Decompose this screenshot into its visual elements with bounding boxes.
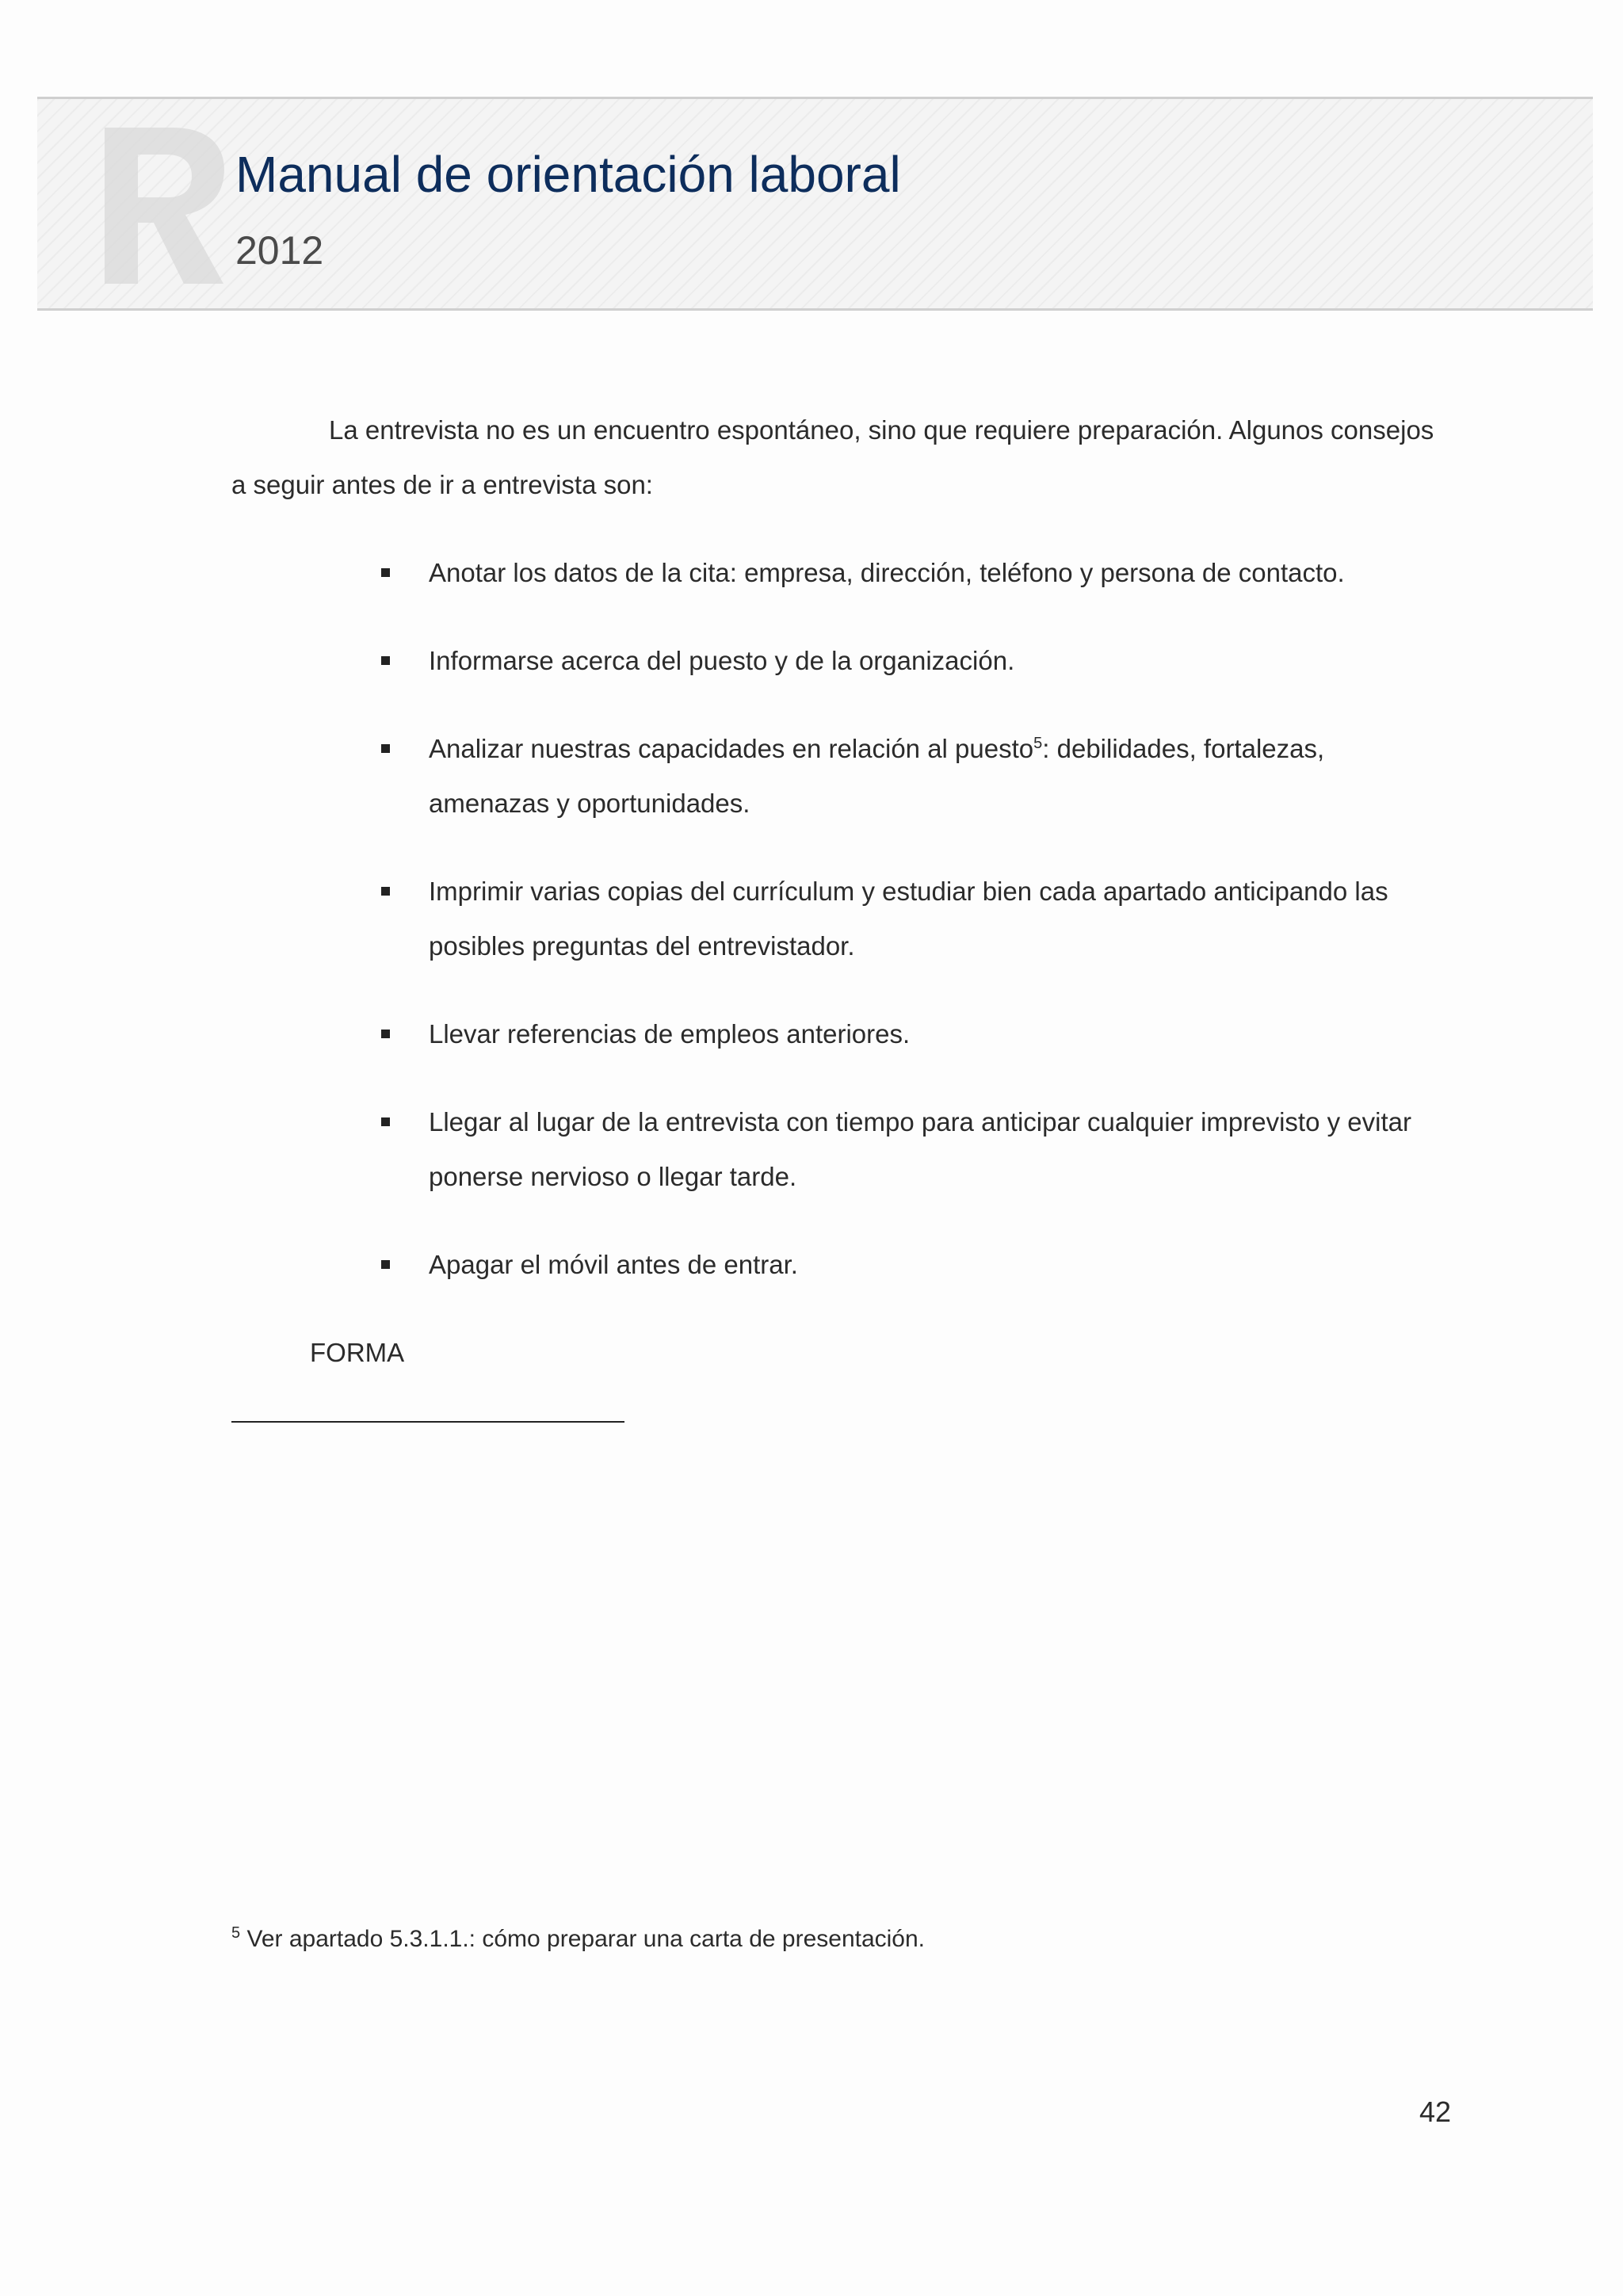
page-number: 42 (1419, 2095, 1451, 2128)
list-item (429, 1095, 1452, 1204)
list-item-text: Imprimir varias copias del currículum y estudiar bien cada apartado anticipando las posibles preguntas del entrevistador. (429, 877, 1388, 961)
footnote (231, 1922, 925, 1957)
bullet-square-icon (381, 1030, 390, 1038)
footnote-text: Ver apartado 5.3.1.1.: cómo preparar una carta de presentación. (246, 1926, 926, 1952)
list-item (429, 1237, 1452, 1292)
body-content (231, 403, 1452, 1380)
advice-list (231, 545, 1452, 1292)
list-item (429, 633, 1452, 688)
list-item-text: Anotar los datos de la cita: empresa, dirección, teléfono y persona de contacto. (429, 558, 1345, 587)
list-item (429, 545, 1452, 600)
list-item-text: Analizar nuestras capacidades en relación al puesto (429, 734, 1034, 763)
bullet-square-icon (381, 656, 390, 665)
section-label: FORMA (310, 1338, 405, 1367)
list-item (429, 721, 1452, 831)
intro-paragraph: La entrevista no es un encuentro espontáneo, sino que requiere preparación. Algunos consejos a seguir antes de ir a entrevista son: (231, 415, 1434, 499)
list-item (429, 864, 1452, 973)
bullet-square-icon (381, 744, 390, 753)
document-title: Manual de orientación laboral (235, 146, 901, 203)
bullet-square-icon (381, 1260, 390, 1269)
list-item-text: Llegar al lugar de la entrevista con tiempo para anticipar cualquier imprevisto y evitar ponerse nervioso o llegar tarde. (429, 1107, 1411, 1191)
document-year: 2012 (235, 228, 324, 273)
bullet-square-icon (381, 568, 390, 577)
list-item-text: Llevar referencias de empleos anteriores. (429, 1019, 911, 1049)
footnote-number: 5 (231, 1924, 241, 1942)
list-item-text: Informarse acerca del puesto y de la organización. (429, 646, 1015, 675)
bullet-square-icon (381, 887, 390, 896)
list-item-text: Apagar el móvil antes de entrar. (429, 1250, 798, 1279)
footnote-reference[interactable]: 5 (1033, 735, 1043, 752)
bullet-square-icon (381, 1117, 390, 1126)
list-item (429, 1007, 1452, 1061)
list-item-text: : debilidades, fortalezas, amenazas y oportunidades. (429, 734, 1325, 818)
r-letter-logo-icon (97, 121, 231, 292)
footnote-separator (231, 1421, 624, 1423)
document-header (37, 97, 1593, 311)
